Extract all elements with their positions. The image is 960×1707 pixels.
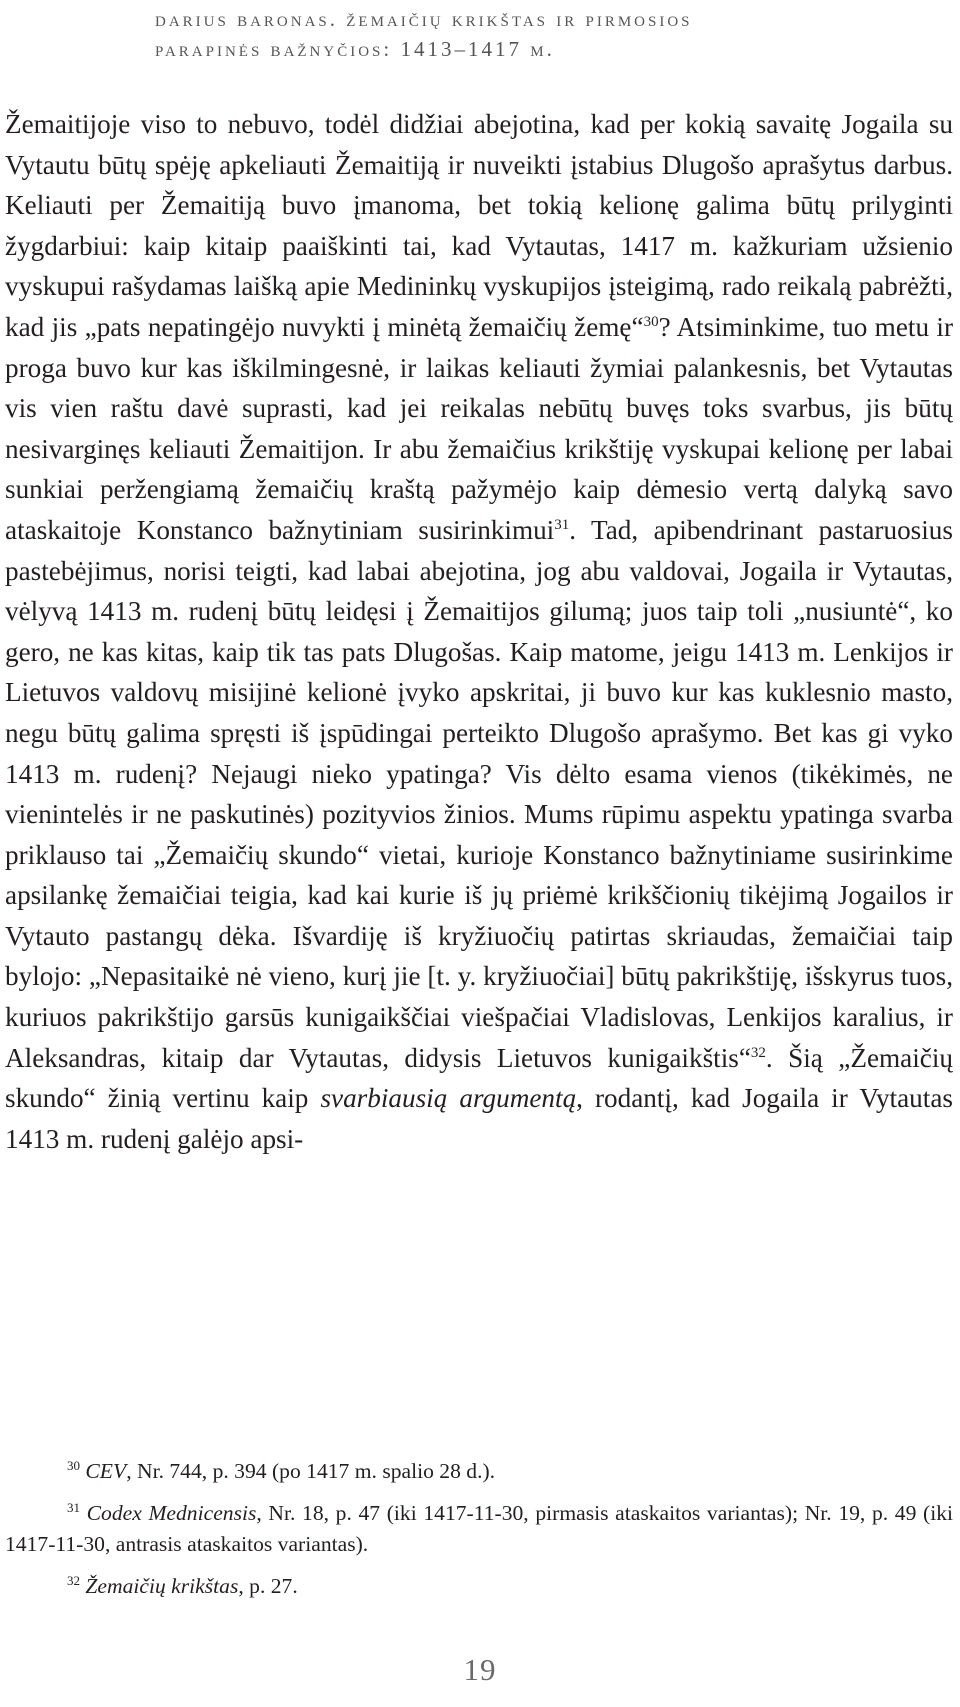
- footnotes: [5, 1456, 953, 1613]
- text-run: . Šią „Žemaičių skundo“ žinią vertinu kaip: [5, 1042, 953, 1114]
- main-text: [5, 104, 953, 1159]
- text-run: . Tad, apibendrinant pastaruosius pastebėjimus, norisi teigti, kad labai abejotina, jog abu valdovai, Jogaila ir Vytautas, vėlyvą 1413 m. rudenį būtų leidęsi į Žemaitijos gilumą; juos taip toli „nusiuntė“, ko gero, ne kas kitas, kaip tik tas pats Dlugošas. Kaip matome, jeigu 1413 m. Lenkijos ir Lietuvos valdovų misijinė kelionė įvyko apskritai, ji buvo kur kas kuklesnio masto, negu būtų galima spręsti iš įspūdingai perteikto Dlugošo aprašymo. Bet kas gi vyko 1413 m. rudenį? Nejaugi nieko ypatinga? Vis dėlto esama vienos (tikėkimės, ne vienintelės ir ne paskutinės) pozityvios žinios. Mums rūpimu aspektu ypatinga svarba priklauso tai „Žemaičių skundo“ vietai, kurioje Konstanco bažnytiniame susirinkime apsilankę žemaičiai teigia, kad kai kurie iš jų priėmė krikščionių tikėjimą Jogailos ir Vytauto pastangų dėka. Išvardiję iš kryžiuočių patirtas skriaudas, žemaičiai taip bylojo: „Nepasitaikė nė vieno, kurį jie [t. y. kryžiuočiai] būtų pakrikštiję, išskyrus tuos, kuriuos pakrikštijo garsūs kunigaikščiai viešpačiai Vladislovas, Lenkijos karalius, ir Aleksandras, kitaip dar Vytautas, didysis Lietuvos kunigaikštis“: [5, 514, 953, 1073]
- running-head-line-2: parapinės bažnyčios: 1413–1417 m.: [155, 37, 555, 61]
- footnote-text: , Nr. 744, p. 394 (po 1417 m. spalio 28 d.).: [126, 1459, 496, 1483]
- footnote-ref-30[interactable]: 30: [643, 313, 659, 330]
- footnote-source-title: Codex Mednicensis: [86, 1501, 257, 1525]
- emphasis-text: svarbiausią argumentą: [320, 1083, 577, 1114]
- page-number: 19: [463, 1652, 497, 1687]
- paragraph: [5, 104, 953, 1159]
- footnote-number: 32: [67, 1572, 80, 1588]
- footnote-ref-31[interactable]: 31: [554, 516, 570, 533]
- footnote-31: [5, 1498, 953, 1560]
- running-head: [155, 4, 875, 64]
- running-head-line-1: darius baronas. žemaičių krikštas ir pirmosios: [155, 7, 693, 31]
- footnote-text: , p. 27.: [238, 1574, 298, 1598]
- text-run: , rodantį, kad Jogaila ir Vytautas 1413 m. rudenį galėjo apsi-: [5, 1083, 953, 1154]
- footnote-text: , Nr. 18, p. 47 (iki 1417-11-30, pirmasis ataskaitos variantas); Nr. 19, p. 49 (iki 1417-11-30, antrasis ataskaitos variantas).: [5, 1501, 953, 1556]
- footnote-source-title: Žemaičių krikštas: [85, 1574, 239, 1598]
- footnote-number: 30: [67, 1457, 80, 1473]
- footnote-ref-32[interactable]: 32: [750, 1044, 766, 1061]
- text-run: ? Atsiminkime, tuo metu ir proga buvo kur kas iškilmingesnė, ir laikas keliauti žymiai palankesnis, bet Vytautas vis vien raštu davė suprasti, kad jei reikalas nebūtų buvęs toks svarbus, jis būtų nesivarginęs keliauti Žemaitijon. Ir abu žemaičius krikštiję vyskupai kelionę per labai sunkiai peržengiamą žemaičių kraštą pažymėjo kaip dėmesio vertą dalyką savo ataskaitoje Konstanco bažnytiniam susirinkimui: [5, 311, 953, 545]
- footnote-source-title: CEV: [85, 1459, 127, 1483]
- text-run: Žemaitijoje viso to nebuvo, todėl didžiai abejotina, kad per kokią savaitę Jogaila su Vytautu būtų spėję apkeliauti Žemaitiją ir nuveikti įstabius Dlugošo aprašytus darbus. Keliauti per Žemaitiją buvo įmanoma, bet tokią kelionę galima būtų prilyginti žygdarbiui: kaip kitaip paaiškinti tai, kad Vytautas, 1417 m. kažkuriam užsienio vyskupui rašydamas laišką apie Medininkų vyskupijos įsteigimą, rado reikalą pabrėžti, kad jis „pats nepatingėjo nuvykti į minėtą žemaičių žemę“: [5, 109, 953, 342]
- footnote-32: [5, 1571, 953, 1602]
- footnote-number: 31: [67, 1499, 80, 1515]
- footnote-30: [5, 1456, 953, 1487]
